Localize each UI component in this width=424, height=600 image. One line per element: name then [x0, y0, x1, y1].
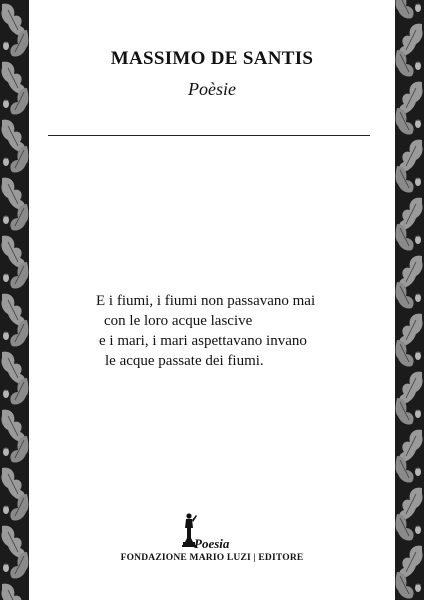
cover-page [29, 0, 395, 600]
publisher-imprint: FONDAZIONE MARIO LUZI | EDITORE [120, 553, 304, 563]
left-decorative-border [0, 0, 29, 600]
epigraph-line: con le loro acque lascive [104, 313, 253, 329]
epigraph-line: le acque passate dei fiumi. [105, 353, 264, 369]
author-name: MASSIMO DE SANTIS [110, 48, 314, 69]
epigraph [29, 291, 395, 371]
divider-rule [48, 135, 370, 136]
right-decorative-border [395, 0, 424, 600]
epigraph-line: E i fiumi, i fiumi non passavano mai [96, 293, 316, 309]
oak-leaf-pattern-icon [395, 0, 424, 600]
epigraph-line: e i mari, i mari aspettavano invano [99, 333, 307, 349]
book-title: Poèsie [188, 79, 236, 99]
oak-leaf-pattern-icon [0, 0, 29, 600]
series-name: Poesia [194, 536, 230, 551]
